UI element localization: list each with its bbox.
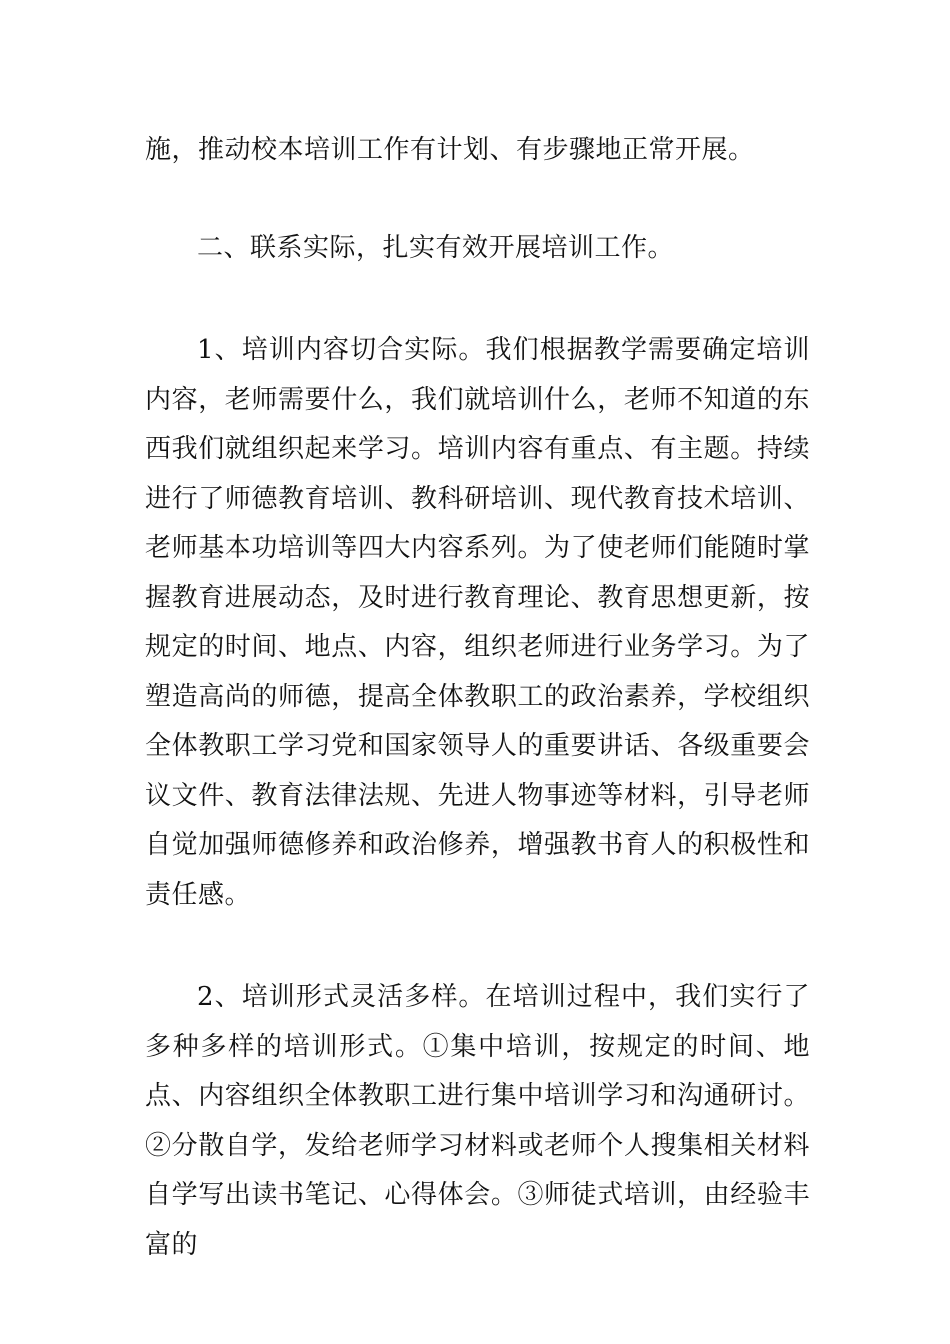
paragraph-continuation: 施，推动校本培训工作有计划、有步骤地正常开展。 (145, 135, 755, 165)
section-heading: 二、联系实际，扎实有效开展培训工作。 (197, 233, 675, 263)
paragraph-training-forms: 2、培训形式灵活多样。在培训过程中，我们实行了多种多样的培训形式。①集中培训，按规定的时间、地点、内容组织全体教职工进行集中培训学习和沟通研讨。②分散自学，发给老师学习材料或老师个人搜集相关材料自学写出读书笔记、心得体会。③师徒式培训，由经验丰富的 (145, 982, 810, 1260)
paragraph-training-content: 1、培训内容切合实际。我们根据教学需要确定培训内容，老师需要什么，我们就培训什么，老师不知道的东西我们就组织起来学习。培训内容有重点、有主题。持续进行了师德教育培训、教科研培训、现代教育技术培训、老师基本功培训等四大内容系列。为了使老师们能随时掌握教育进展动态，及时进行教育理论、教育思想更新，按规定的时间、地点、内容，组织老师进行业务学习。为了塑造高尚的师德，提高全体教职工的政治素养，学校组织全体教职工学习党和国家领导人的重要讲话、各级重要会议文件、教育法律法规、先进人物事迹等材料，引导老师自觉加强师德修养和政治修养，增强教书育人的积极性和责任感。 (145, 335, 810, 910)
